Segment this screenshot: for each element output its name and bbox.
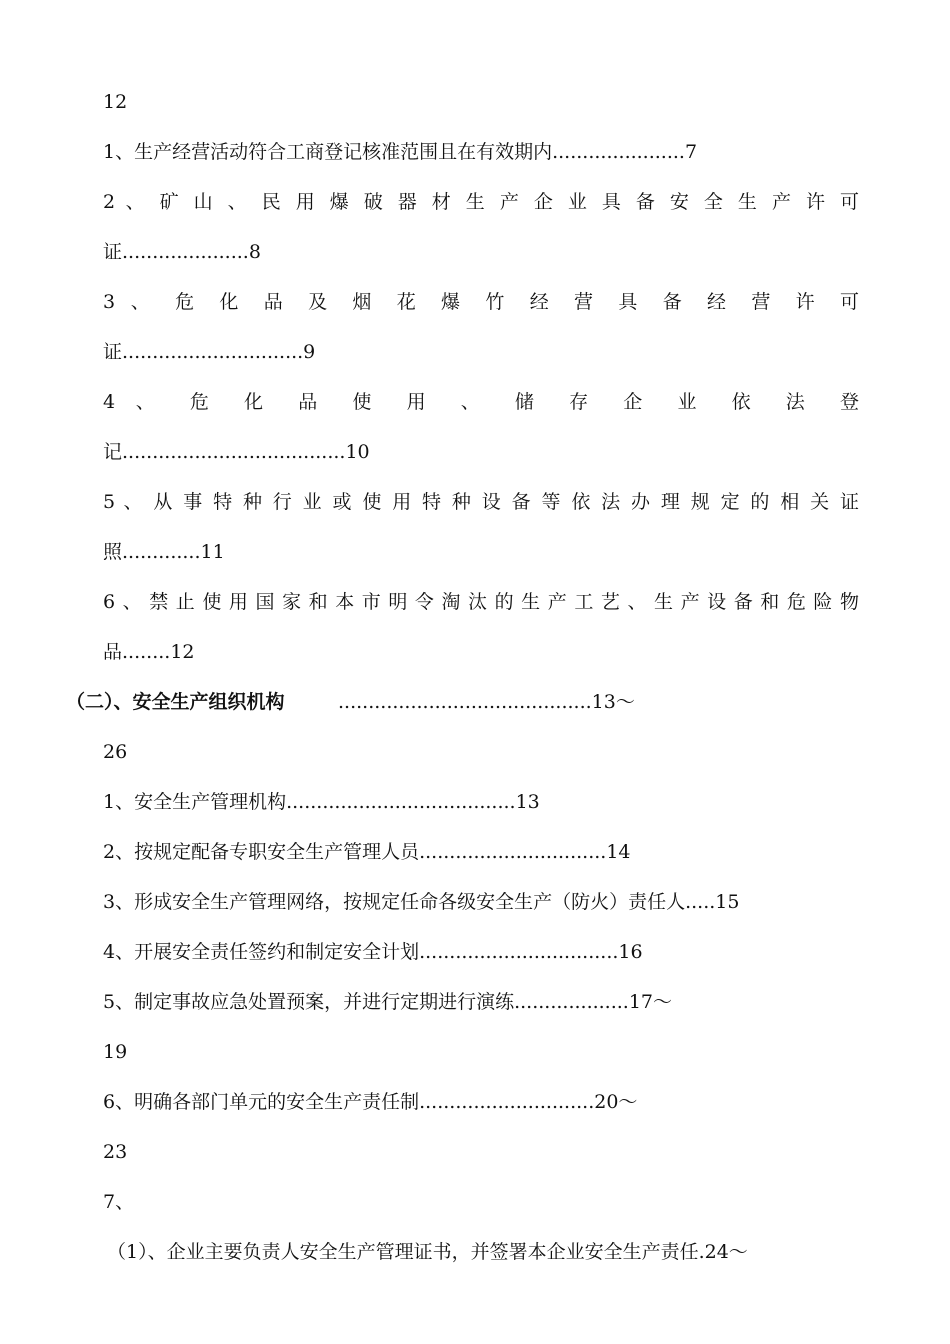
toc-entry-b7-1: （1）、企业主要负责人安全生产管理证书，并签署本企业安全生产责任.24～ xyxy=(107,1241,748,1263)
toc-entry-b6-cont: 23 xyxy=(103,1141,128,1163)
toc-entry-4-cont: 记.....................................10 xyxy=(103,441,370,463)
toc-entry-b6: 6、明确各部门单元的安全生产责任制.............................20～ xyxy=(103,1091,638,1113)
toc-entry-1: 1、生产经营活动符合工商登记核准范围且在有效期内......................7 xyxy=(103,141,698,163)
toc-entry-b5: 5、制定事故应急处置预案，并进行定期进行演练...................17～ xyxy=(103,991,673,1013)
toc-entry-3: 3 、 危 化 品 及 烟 花 爆 竹 经 营 具 备 经 营 许 可 xyxy=(103,291,859,313)
toc-entry-3-cont: 证..............................9 xyxy=(103,341,316,363)
toc-entry-b2: 2、按规定配备专职安全生产管理人员...............................14 xyxy=(103,841,631,863)
toc-section-leader: ..........................................13～ xyxy=(338,691,635,713)
toc-entry-b4: 4、开展安全责任签约和制定安全计划.................................16 xyxy=(103,941,643,963)
toc-section-heading: （二）、安全生产组织机构 xyxy=(66,691,285,713)
toc-entry-4: 4 、 危 化 品 使 用 、 储 存 企 业 依 法 登 xyxy=(103,391,859,413)
toc-section-cont: 26 xyxy=(103,741,128,763)
toc-entry-b7: 7、 xyxy=(103,1191,135,1213)
toc-entry-5-cont: 照.............11 xyxy=(103,541,225,563)
toc-entry-6-cont: 品........12 xyxy=(103,641,195,663)
toc-page-continuation: 12 xyxy=(103,91,128,113)
toc-entry-2-cont: 证.....................8 xyxy=(103,241,261,263)
toc-entry-5: 5 、 从 事 特 种 行 业 或 使 用 特 种 设 备 等 依 法 办 理 规 定 的 相 关 证 xyxy=(103,491,859,513)
toc-entry-b1: 1、安全生产管理机构......................................13 xyxy=(103,791,540,813)
toc-entry-b3: 3、形成安全生产管理网络，按规定任命各级安全生产（防火）责任人.....15 xyxy=(103,891,740,913)
toc-entry-6: 6、禁止使用国家和本市明令淘汰的生产工艺、生产设备和危险物 xyxy=(103,591,859,613)
toc-entry-b5-cont: 19 xyxy=(103,1041,128,1063)
toc-entry-2: 2 、 矿 山 、 民 用 爆 破 器 材 生 产 企 业 具 备 安 全 生 产 许 可 xyxy=(103,191,859,213)
